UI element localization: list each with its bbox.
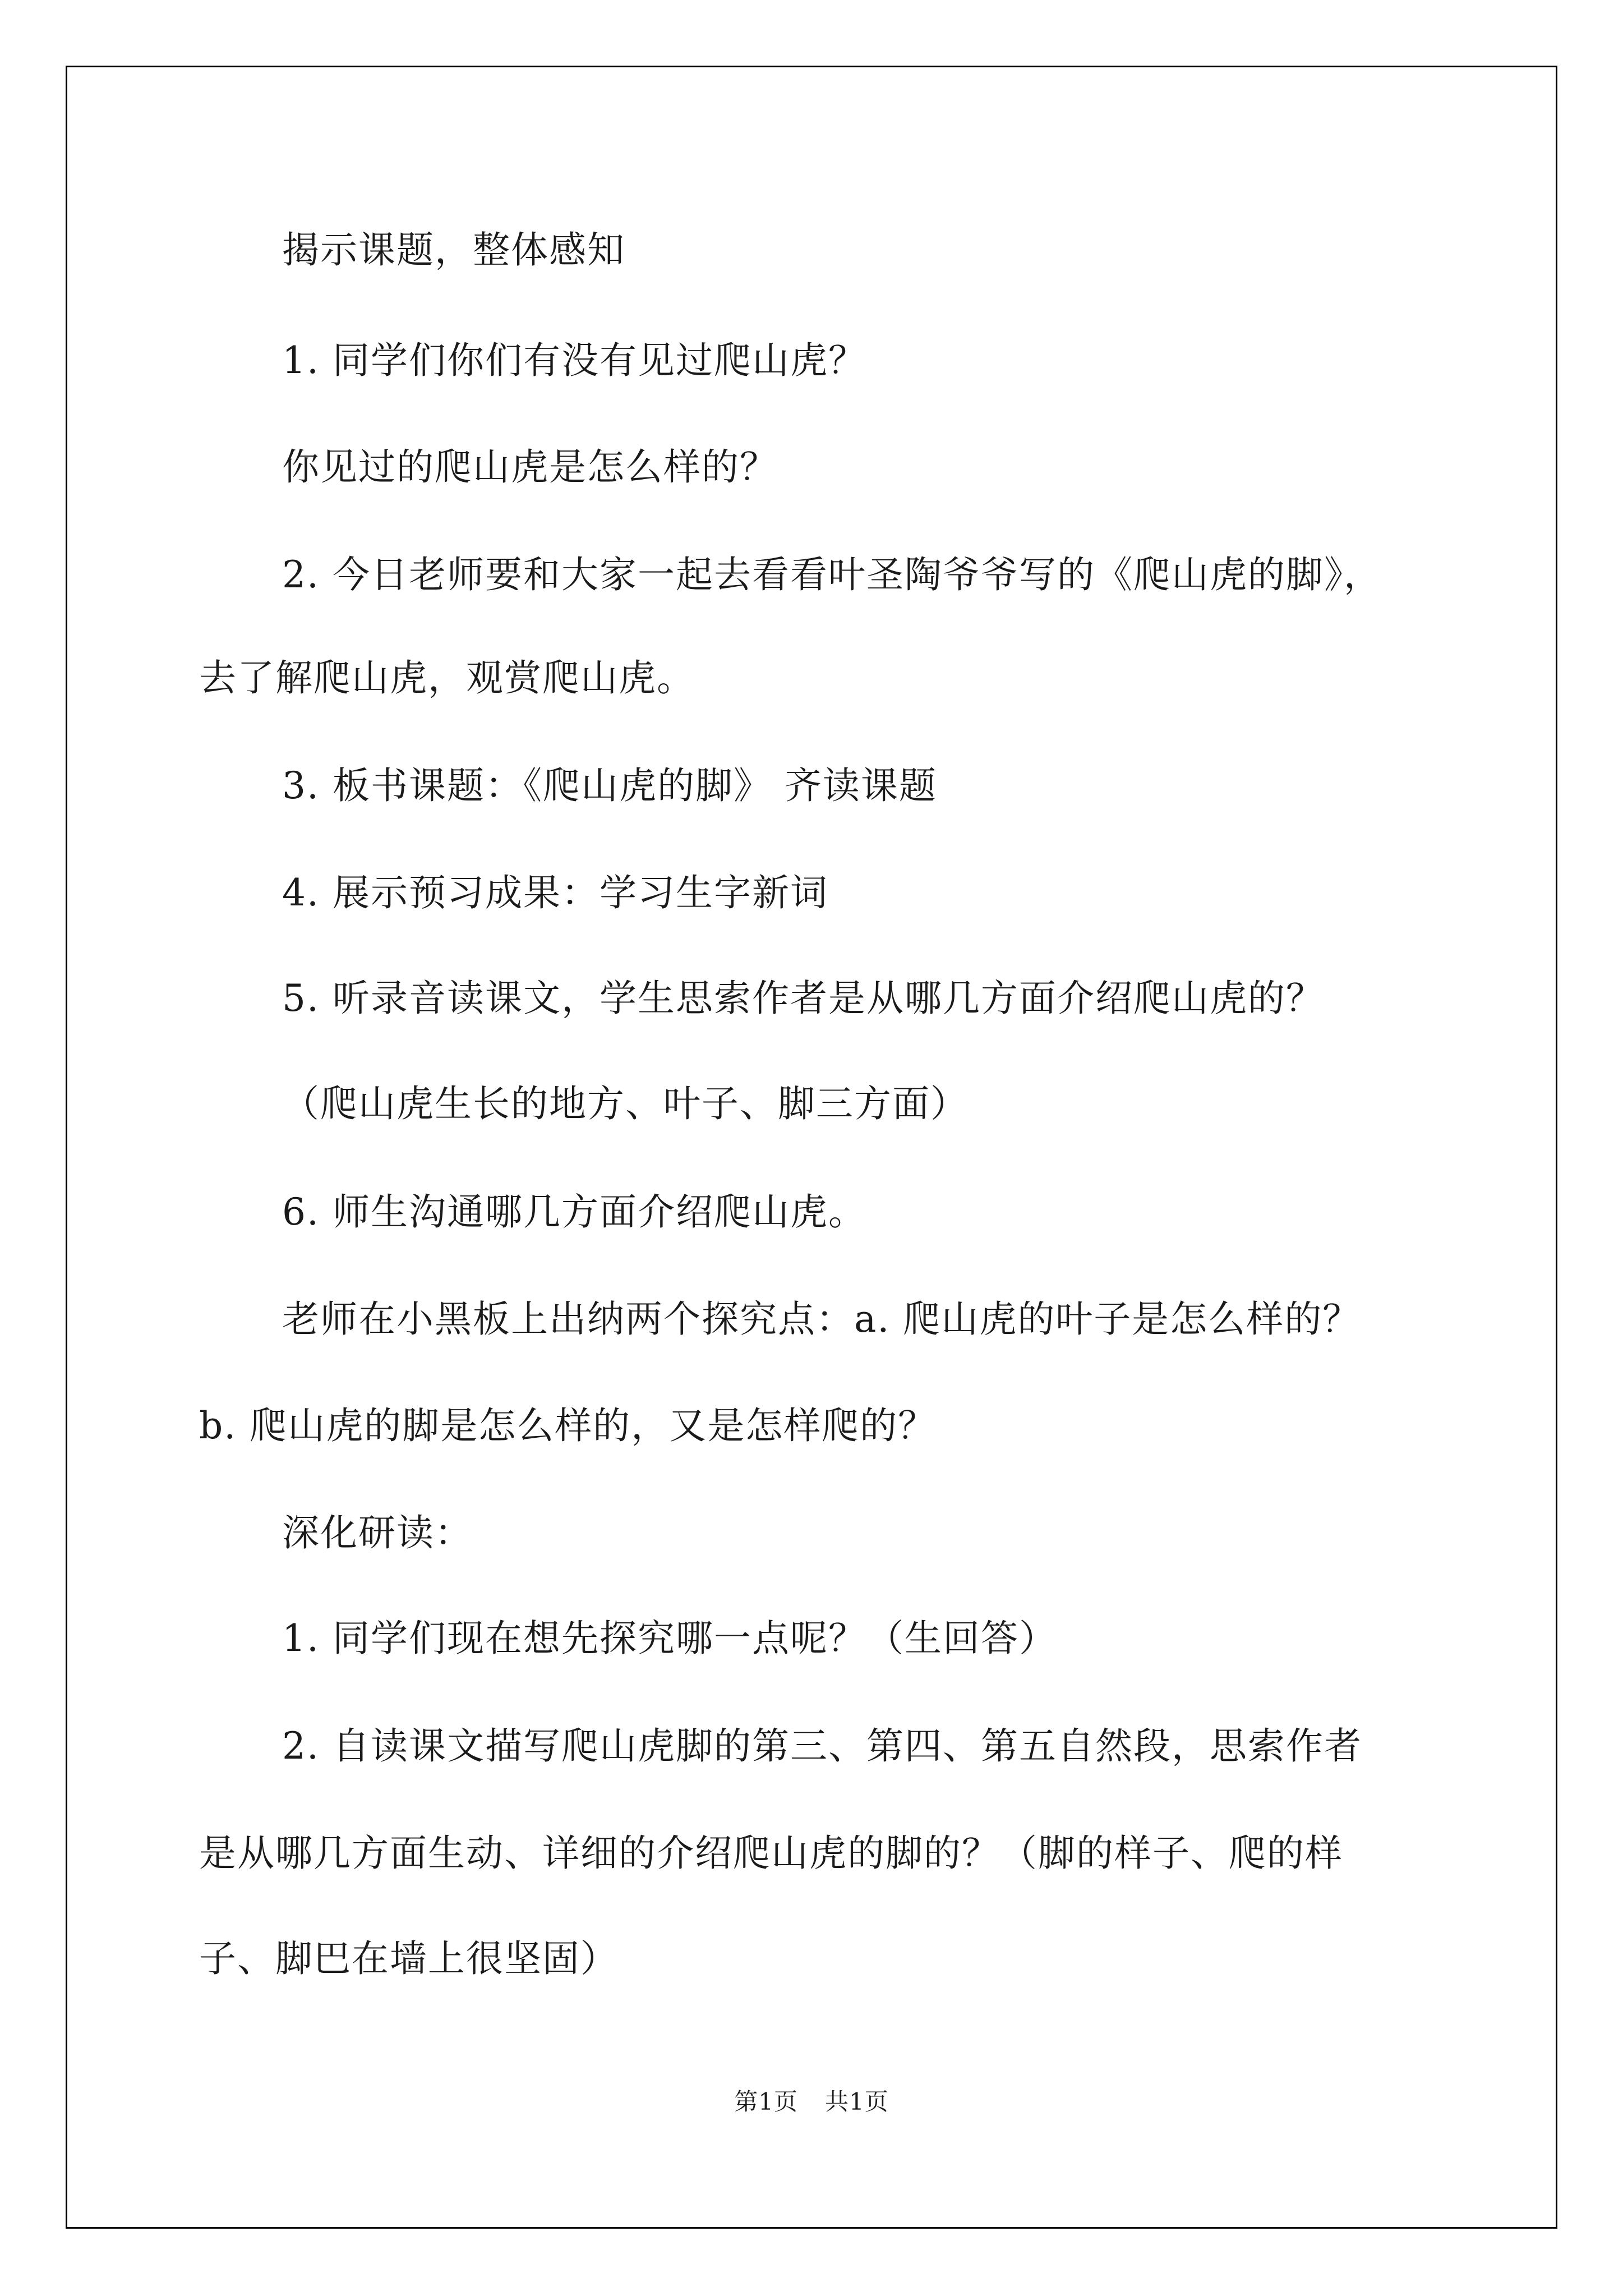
paragraph: 6. 师生沟通哪几方面介绍爬山虎。 xyxy=(282,1190,866,1234)
paragraph: 2. 自读课文描写爬山虎脚的第三、第四、第五自然段，思索作者 xyxy=(282,1724,1362,1768)
page-border xyxy=(66,66,1557,2229)
paragraph-continuation: 去了解爬山虎，观赏爬山虎。 xyxy=(199,656,695,700)
page-number-current: 第1页 xyxy=(734,2088,798,2115)
paragraph: （爬山虎生长的地方、叶子、脚三方面） xyxy=(282,1082,969,1125)
paragraph: 你见过的爬山虎是怎么样的？ xyxy=(282,445,778,489)
section-heading: 揭示课题，整体感知 xyxy=(282,228,625,272)
paragraph-continuation: b. 爬山虎的脚是怎么样的，又是怎样爬的？ xyxy=(199,1404,937,1447)
paragraph: 5. 听录音读课文，学生思索作者是从哪几方面介绍爬山虎的？ xyxy=(282,977,1324,1020)
paragraph: 2. 今日老师要和大家一起去看看叶圣陶爷爷写的《爬山虎的脚》， xyxy=(282,553,1382,596)
paragraph: 1. 同学们你们有没有见过爬山虎？ xyxy=(282,339,866,382)
paragraph: 1. 同学们现在想先探究哪一点呢？（生回答） xyxy=(282,1617,1057,1660)
section-heading: 深化研读： xyxy=(282,1511,473,1554)
paragraph: 老师在小黑板上出纳两个探究点：a. 爬山虎的叶子是怎么样的？ xyxy=(282,1297,1361,1341)
page-footer xyxy=(0,2088,1623,2116)
paragraph: 3. 板书课题：《爬山虎的脚》 齐读课题 xyxy=(282,764,937,807)
page-number-total: 共1页 xyxy=(825,2088,889,2115)
paragraph: 4. 展示预习成果：学习生字新词 xyxy=(282,871,828,914)
paragraph-continuation: 子、脚巴在墙上很坚固） xyxy=(199,1937,619,1980)
paragraph-continuation: 是从哪几方面生动、详细的介绍爬山虎的脚的？（脚的样子、爬的样 xyxy=(199,1832,1343,1875)
